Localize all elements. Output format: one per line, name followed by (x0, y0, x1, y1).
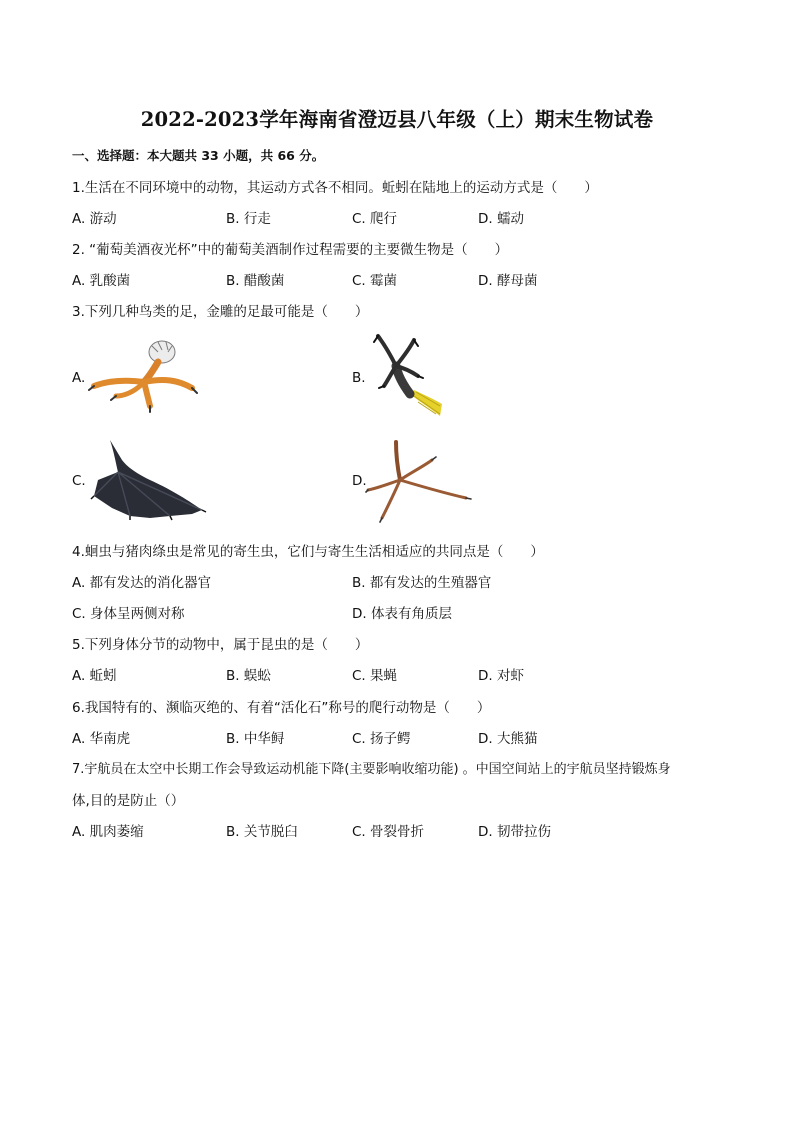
q7-option-c: C. 骨裂骨折 (352, 824, 425, 840)
question-2-stem: 2. “葡萄美酒夜光杯”中的葡萄美酒制作过程需要的主要微生物是（ ） (72, 242, 509, 258)
chicken-foot-image (88, 338, 198, 414)
q5-option-d: D. 对虾 (478, 668, 524, 684)
question-1-stem: 1.生活在不同环境中的动物，其运动方式各不相同。蚯蚓在陆地上的运动方式是（ ） (72, 180, 598, 196)
q2-option-a: A. 乳酸菌 (72, 273, 131, 289)
q1-option-b: B. 行走 (226, 211, 271, 227)
q3-label-c: C. (72, 473, 86, 489)
q4-option-c: C. 身体呈两侧对称 (72, 606, 185, 622)
eagle-talon-image (370, 332, 448, 422)
question-6-stem: 6.我国特有的、濒临灭绝的、有着“活化石”称号的爬行动物是（ ） (72, 700, 491, 716)
q3-label-a: A. (72, 370, 86, 386)
question-3-stem: 3.下列几种鸟类的足，金雕的足最可能是（ ） (72, 304, 369, 320)
q1-option-a: A. 游动 (72, 211, 117, 227)
q1-option-d: D. 蠕动 (478, 211, 524, 227)
question-4-stem: 4.蛔虫与猪肉绦虫是常见的寄生虫，它们与寄生生活相适应的共同点是（ ） (72, 544, 544, 560)
q5-option-b: B. 蜈蚣 (226, 668, 271, 684)
q5-option-c: C. 果蝇 (352, 668, 398, 684)
q7-option-d: D. 韧带拉伤 (478, 824, 551, 840)
page-title: 2022-2023学年海南省澄迈县八年级（上）期末生物试卷 (140, 108, 654, 131)
section-heading: 一、选择题：本大题共 33 小题，共 66 分。 (72, 148, 325, 163)
q3-label-b: B. (352, 370, 366, 386)
question-7-stem-line-2: 体,目的是防止（） (72, 793, 185, 809)
q2-option-b: B. 醋酸菌 (226, 273, 285, 289)
q4-option-d: D. 体表有角质层 (352, 606, 452, 622)
q6-option-c: C. 扬子鳄 (352, 731, 411, 747)
q7-option-a: A. 肌肉萎缩 (72, 824, 144, 840)
q2-option-c: C. 霉菌 (352, 273, 398, 289)
q1-option-c: C. 爬行 (352, 211, 398, 227)
question-7-stem-line-1: 7.宇航员在太空中长期工作会导致运动机能下降(主要影响收缩功能) 。中国空间站上的宇航员坚持锻炼身 (72, 762, 671, 777)
q6-option-d: D. 大熊猫 (478, 731, 538, 747)
question-5-stem: 5.下列身体分节的动物中，属于昆虫的是（ ） (72, 637, 369, 653)
q4-option-b: B. 都有发达的生殖器官 (352, 575, 492, 591)
q7-option-b: B. 关节脱臼 (226, 824, 298, 840)
wading-bird-foot-image (366, 440, 476, 524)
webbed-foot-image (88, 436, 208, 522)
q2-option-d: D. 酵母菌 (478, 273, 538, 289)
q4-option-a: A. 都有发达的消化器官 (72, 575, 212, 591)
q6-option-b: B. 中华鲟 (226, 731, 285, 747)
q5-option-a: A. 蚯蚓 (72, 668, 117, 684)
q3-label-d: D. (352, 473, 367, 489)
q6-option-a: A. 华南虎 (72, 731, 131, 747)
